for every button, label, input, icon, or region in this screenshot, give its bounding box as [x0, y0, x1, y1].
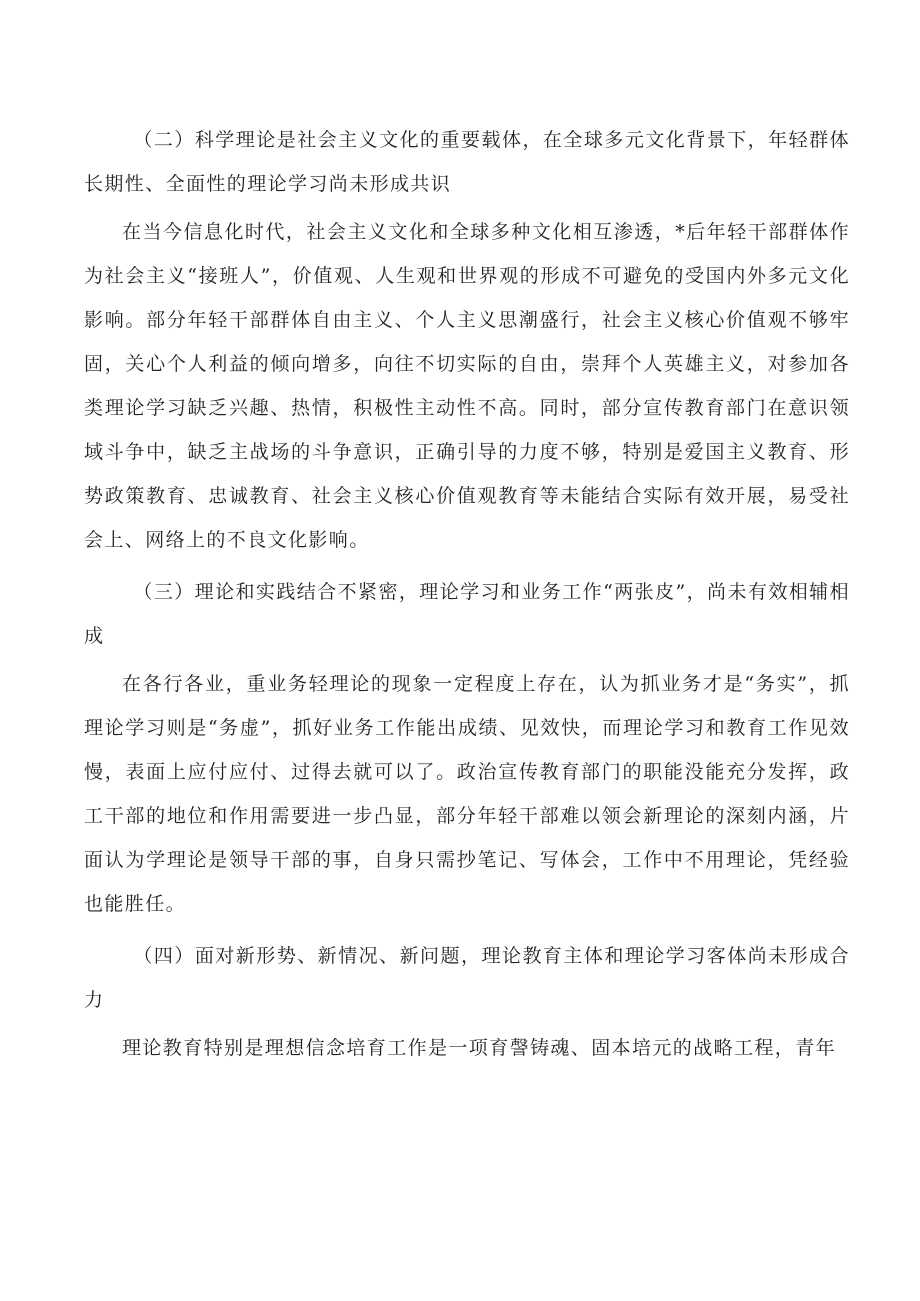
- body-paragraph-1: 在当今信息化时代，社会主义文化和全球多种文化相互渗透，*后年轻干部群体作为社会主义“接班人”，价值观、人生观和世界观的形成不可避免的受国内外多元文化影响。部分年轻干部群体自由主义、个人主义思潮盛行，社会主义核心价值观不够牢固，关心个人利益的倾向增多，向往不切实际的自由，崇拜个人英雄主义，对参加各类理论学习缺乏兴趣、热情，积极性主动性不高。同时，部分宣传教育部门在意识领域斗争中，缺乏主战场的斗争意识，正确引导的力度不够，特别是爱国主义教育、形势政策教育、忠诚教育、社会主义核心价值观教育等未能结合实际有效开展，易受社会上、网络上的不良文化影响。: [84, 221, 850, 551]
- body-paragraph-2: 在各行各业，重业务轻理论的现象一定程度上存在，认为抓业务才是“务实”，抓理论学习则是“务虚”，抓好业务工作能出成绩、见效快，而理论学习和教育工作见效慢，表面上应付应付、过得去就可以了。政治宣传教育部门的职能没能充分发挥，政工干部的地位和作用需要进一步凸显，部分年轻干部难以领会新理论的深刻内涵，片面认为学理论是领导干部的事，自身只需抄笔记、写体会，工作中不用理论，凭经验也能胜任。: [84, 673, 850, 915]
- section-heading-4: （四）面对新形势、新情况、新问题，理论教育主体和理论学习客体尚未形成合力: [84, 945, 850, 1011]
- section-heading-3: （三）理论和实践结合不紧密，理论学习和业务工作“两张皮”，尚未有效相辅相成: [84, 581, 850, 647]
- body-paragraph-3: 理论教育特别是理想信念培育工作是一项育謦铸魂、固本培元的战略工程，青年: [122, 1037, 837, 1059]
- section-heading-2: （二）科学理论是社会主义文化的重要载体，在全球多元文化背景下，年轻群体长期性、全面性的理论学习尚未形成共识: [84, 129, 850, 195]
